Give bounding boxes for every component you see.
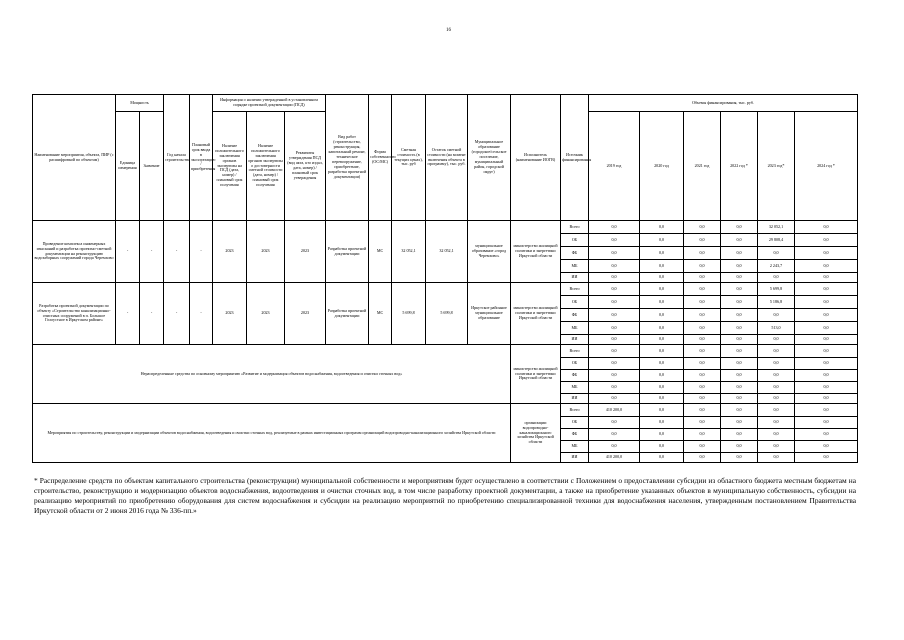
table-row xyxy=(33,345,858,358)
header-funding-volumes: Объемы финансирования, тыс. руб. xyxy=(589,95,858,112)
funding-value: 0,0 xyxy=(795,283,858,296)
row-start-year: - xyxy=(164,221,190,283)
row-name: Проведение комплекса инженерных изысканий и разработка проектно-сметной документации на реконструкцию водозаборных сооружений города Черемхово xyxy=(33,221,116,283)
funding-value: 0,0 xyxy=(589,234,640,247)
funding-source-label: ФБ xyxy=(561,370,589,382)
header-work-type: Вид работ (строительство, реконструкция, капитальный ремонт, техническое перевооружение, приобретение, разработка проектной документации) xyxy=(326,95,369,221)
funding-value: 0,0 xyxy=(589,394,640,404)
funding-value: 0,0 xyxy=(589,296,640,309)
row-estimated-cost: 32 052,1 xyxy=(392,221,426,283)
header-year-2019: 2019 год xyxy=(589,112,640,221)
header-psd-info: Информация о наличии утвержденной в установленном порядке проектной документации (ПСД) xyxy=(213,95,326,112)
funding-value: 2 243,7 xyxy=(758,260,795,273)
funding-value: 0,0 xyxy=(758,417,795,429)
funding-value: 0,0 xyxy=(589,221,640,234)
funding-value: 0,0 xyxy=(684,453,721,463)
funding-value: 0,0 xyxy=(640,273,684,283)
funding-value: 0,0 xyxy=(640,382,684,394)
funding-value: 0,0 xyxy=(758,335,795,345)
funding-value: 0,0 xyxy=(721,335,758,345)
funding-source-label: МБ xyxy=(561,382,589,394)
funding-value: 0,0 xyxy=(684,404,721,417)
header-municipality: Муниципальное образование (городское/сельское поселение, муниципальный район, городской округ) xyxy=(468,95,511,221)
row-psd-estimate: 2023 xyxy=(247,283,285,345)
funding-source-label: ОБ xyxy=(561,417,589,429)
row-municipality: Иркутское районное муниципальное образование xyxy=(468,283,511,345)
funding-value: 0,0 xyxy=(589,335,640,345)
row-remaining-cost: 5 699,8 xyxy=(426,283,468,345)
funding-value: 0,0 xyxy=(758,382,795,394)
funding-value: 0,0 xyxy=(795,273,858,283)
funding-value: 0,0 xyxy=(721,260,758,273)
funding-value: 0,0 xyxy=(721,370,758,382)
funding-source-label: ОБ xyxy=(561,296,589,309)
funding-value: 0,0 xyxy=(758,441,795,453)
funding-value: 0,0 xyxy=(640,234,684,247)
header-name: Наименование мероприятия, объекта, ПИР (с расшифровкой по объектам) xyxy=(33,95,116,221)
funding-value: 0,0 xyxy=(721,441,758,453)
funding-value: 0,0 xyxy=(589,417,640,429)
funding-value: 0,0 xyxy=(640,260,684,273)
funding-value: 0,0 xyxy=(758,370,795,382)
funding-value: 0,0 xyxy=(721,322,758,335)
funding-value: 0,0 xyxy=(795,345,858,358)
funding-value: 0,0 xyxy=(721,296,758,309)
funding-value: 0,0 xyxy=(640,453,684,463)
funding-value: 0,0 xyxy=(684,234,721,247)
header-year-2023: 2023 год* xyxy=(758,112,795,221)
row-ownership: МС xyxy=(369,283,392,345)
header-year-2024: 2024 год * xyxy=(795,112,858,221)
funding-value: 0,0 xyxy=(640,358,684,370)
header-remaining-cost: Остаток сметной стоимости (на момент включения объекта в программу), тыс. руб. xyxy=(426,95,468,221)
funding-value: 0,0 xyxy=(795,247,858,260)
row-planned-year: - xyxy=(190,283,213,345)
funding-value: 0,0 xyxy=(758,453,795,463)
funding-value: 0,0 xyxy=(721,221,758,234)
funding-value: 0,0 xyxy=(795,441,858,453)
header-year-2022: 2022 год * xyxy=(721,112,758,221)
row-name: Нераспределенные средства по основному мероприятию «Развитие и модернизация объектов водоснабжения, водоотведения и очистки сточных вод» xyxy=(33,345,511,404)
footnote: * Распределение средств по объектам капитального строительства (реконструкции) муниципальной собственности и мероприятиям будет осуществлено в соответствии с Положением о предоставлении субсидии из областного бюджета местным бюджетам на строительство, реконструкцию и модернизацию объектов водоснабжения, водоотведения и очистки сточных вод, в том числе разработку проектной документации, а также на приобретение указанных объектов в муниципальную собственность, субсидии на реализацию мероприятий по приобретению оборудования для систем водоснабжения и субсидии на реализацию мероприятий по приобретению специализированной техники для водоснабжения населения, утвержденным постановлением Правительства Иркутской области от 2 июня 2016 года № 336-пп.» xyxy=(34,476,856,515)
funding-value: 32 052,1 xyxy=(758,221,795,234)
funding-value: 0,0 xyxy=(795,260,858,273)
funding-value: 0,0 xyxy=(721,417,758,429)
funding-value: 0,0 xyxy=(721,345,758,358)
funding-value: 0,0 xyxy=(795,417,858,429)
funding-source-label: Всего xyxy=(561,283,589,296)
funding-value: 0,0 xyxy=(640,394,684,404)
header-ownership: Форма собственности (ОС/МС) xyxy=(369,95,392,221)
header-year-2020: 2020 год xyxy=(640,112,684,221)
funding-value: 0,0 xyxy=(721,394,758,404)
funding-value: 0,0 xyxy=(795,453,858,463)
financing-table xyxy=(32,94,858,463)
funding-value: 0,0 xyxy=(758,358,795,370)
funding-value: 0,0 xyxy=(640,441,684,453)
funding-value: 0,0 xyxy=(684,335,721,345)
funding-value: 0,0 xyxy=(684,322,721,335)
row-planned-year: - xyxy=(190,221,213,283)
row-remaining-cost: 32 052,1 xyxy=(426,221,468,283)
funding-value: 0,0 xyxy=(640,417,684,429)
funding-value: 0,0 xyxy=(795,394,858,404)
row-psd-approval: 2023 xyxy=(285,283,326,345)
funding-value: 0,0 xyxy=(721,283,758,296)
row-psd-estimate: 2023 xyxy=(247,221,285,283)
funding-value: 0,0 xyxy=(721,429,758,441)
funding-value: 0,0 xyxy=(684,260,721,273)
funding-value: 0,0 xyxy=(684,417,721,429)
funding-value: 0,0 xyxy=(589,441,640,453)
header-estimated-cost: Сметная стоимость (в текущих ценах), тыс. руб xyxy=(392,95,426,221)
funding-value: 410 200,0 xyxy=(589,404,640,417)
funding-value: 0,0 xyxy=(721,234,758,247)
funding-value: 0,0 xyxy=(795,309,858,322)
funding-value: 0,0 xyxy=(758,273,795,283)
funding-value: 0,0 xyxy=(721,247,758,260)
funding-value: 0,0 xyxy=(589,370,640,382)
row-name: Разработка проектной документации по объекту «Строительство канализационно-очистных сооружений в п. Большое Голоустное в Иркутском районе» xyxy=(33,283,116,345)
header-unit: Единица измерения xyxy=(116,112,140,221)
header-psd-expertise: Наличие положительного заключения органов экспертизы на ПСД (дата, номер) / плановый срок получения xyxy=(213,112,247,221)
funding-value: 0,0 xyxy=(589,273,640,283)
funding-value: 0,0 xyxy=(640,335,684,345)
header-year-2021: 2021 год xyxy=(684,112,721,221)
funding-value: 0,0 xyxy=(589,358,640,370)
row-unit: - xyxy=(116,221,140,283)
header-executor: Исполнитель (наименование ИОГВ) xyxy=(511,95,561,221)
funding-value: 0,0 xyxy=(758,345,795,358)
header-psd-estimate: Наличие положительного заключения органов экспертизы о достоверности сметной стоимости (дата, номер) / плановый срок получения xyxy=(247,112,285,221)
funding-value: 0,0 xyxy=(684,394,721,404)
funding-value: 0,0 xyxy=(589,429,640,441)
funding-value: 0,0 xyxy=(684,370,721,382)
funding-value: 0,0 xyxy=(758,404,795,417)
funding-source-label: Всего xyxy=(561,345,589,358)
funding-value: 0,0 xyxy=(589,382,640,394)
funding-source-label: Всего xyxy=(561,221,589,234)
funding-value: 0,0 xyxy=(640,429,684,441)
table-row xyxy=(33,221,858,234)
funding-value: 0,0 xyxy=(640,345,684,358)
funding-value: 0,0 xyxy=(795,221,858,234)
funding-source-label: МБ xyxy=(561,441,589,453)
row-start-year: - xyxy=(164,283,190,345)
funding-value: 410 200,0 xyxy=(589,453,640,463)
row-psd-expertise: 2023 xyxy=(213,221,247,283)
header-funding-source: Источник финансирования xyxy=(561,95,589,221)
funding-source-label: ОБ xyxy=(561,358,589,370)
funding-source-label: МБ xyxy=(561,260,589,273)
funding-source-label: ИИ xyxy=(561,335,589,345)
funding-value: 0,0 xyxy=(589,260,640,273)
funding-value: 0,0 xyxy=(684,247,721,260)
funding-value: 0,0 xyxy=(795,358,858,370)
funding-value: 0,0 xyxy=(684,283,721,296)
row-executor: министерство жилищной политики и энергетики Иркутской области xyxy=(511,221,561,283)
funding-value: 0,0 xyxy=(589,309,640,322)
funding-value: 0,0 xyxy=(758,247,795,260)
funding-value: 0,0 xyxy=(684,345,721,358)
funding-value: 513,0 xyxy=(758,322,795,335)
funding-value: 0,0 xyxy=(640,221,684,234)
funding-value: 0,0 xyxy=(640,283,684,296)
funding-source-label: ОБ xyxy=(561,234,589,247)
funding-value: 0,0 xyxy=(589,247,640,260)
row-executor: организации водопроводно-канализационного хозяйства Иркутской области xyxy=(511,404,561,463)
table-row xyxy=(33,283,858,296)
row-name: Мероприятия по строительству, реконструкции и модернизации объектов водоснабжения, водоотведения и очистки сточных вод, реализуемые в рамках инвестиционных программ организаций водопроводно-канализационного хозяйства Иркутской области xyxy=(33,404,511,463)
funding-value: 0,0 xyxy=(640,322,684,335)
funding-value: 0,0 xyxy=(640,370,684,382)
funding-value: 0,0 xyxy=(640,247,684,260)
row-executor: министерство жилищной политики и энергетики Иркутской области xyxy=(511,345,561,404)
funding-value: 0,0 xyxy=(684,441,721,453)
row-value: - xyxy=(140,221,164,283)
row-unit: - xyxy=(116,283,140,345)
funding-value: 0,0 xyxy=(684,221,721,234)
header-capacity: Мощность xyxy=(116,95,164,112)
funding-value: 0,0 xyxy=(795,234,858,247)
funding-source-label: МБ xyxy=(561,322,589,335)
funding-value: 0,0 xyxy=(684,273,721,283)
funding-value: 0,0 xyxy=(758,394,795,404)
funding-value: 0,0 xyxy=(684,296,721,309)
row-ownership: МС xyxy=(369,221,392,283)
funding-source-label: ФБ xyxy=(561,247,589,260)
funding-value: 0,0 xyxy=(684,358,721,370)
row-work-type: Разработка проектной документации xyxy=(326,221,369,283)
funding-value: 0,0 xyxy=(795,335,858,345)
funding-value: 0,0 xyxy=(721,273,758,283)
funding-value: 0,0 xyxy=(795,404,858,417)
funding-value: 5 186,8 xyxy=(758,296,795,309)
funding-value: 0,0 xyxy=(795,370,858,382)
header-start-year: Год начала строительства xyxy=(164,95,190,221)
header-value: Значение xyxy=(140,112,164,221)
funding-source-label: ИИ xyxy=(561,394,589,404)
funding-value: 0,0 xyxy=(758,429,795,441)
funding-value: 0,0 xyxy=(589,283,640,296)
funding-value: 0,0 xyxy=(795,382,858,394)
funding-value: 0,0 xyxy=(721,382,758,394)
funding-value: 0,0 xyxy=(721,453,758,463)
funding-value: 0,0 xyxy=(758,309,795,322)
funding-value: 29 808,4 xyxy=(758,234,795,247)
funding-source-label: ИИ xyxy=(561,273,589,283)
funding-value: 0,0 xyxy=(721,358,758,370)
funding-value: 0,0 xyxy=(721,309,758,322)
funding-source-label: ФБ xyxy=(561,309,589,322)
funding-value: 0,0 xyxy=(684,429,721,441)
funding-value: 0,0 xyxy=(589,345,640,358)
funding-source-label: ФБ xyxy=(561,429,589,441)
page-number: 16 xyxy=(446,28,451,33)
funding-value: 0,0 xyxy=(795,296,858,309)
funding-source-label: ИИ xyxy=(561,453,589,463)
row-estimated-cost: 5 699,8 xyxy=(392,283,426,345)
funding-value: 0,0 xyxy=(795,322,858,335)
funding-value: 0,0 xyxy=(721,404,758,417)
funding-value: 5 699,8 xyxy=(758,283,795,296)
header-planned-year: Плановый срок ввода в эксплуатацию / приобретения xyxy=(190,95,213,221)
table-row xyxy=(33,404,858,417)
row-work-type: Разработка проектной документации xyxy=(326,283,369,345)
header-psd-approval: Реквизиты утверждения ПСД (вид акта, кто издал, дата, номер) / плановый срок утверждения xyxy=(285,112,326,221)
funding-value: 0,0 xyxy=(640,296,684,309)
row-psd-expertise: 2023 xyxy=(213,283,247,345)
funding-value: 0,0 xyxy=(684,309,721,322)
funding-source-label: Всего xyxy=(561,404,589,417)
funding-value: 0,0 xyxy=(684,382,721,394)
funding-value: 0,0 xyxy=(795,429,858,441)
funding-value: 0,0 xyxy=(640,309,684,322)
row-executor: министерство жилищной политики и энергетики Иркутской области xyxy=(511,283,561,345)
row-municipality: муниципальное образование «город Черемхово» xyxy=(468,221,511,283)
funding-value: 0,0 xyxy=(589,322,640,335)
funding-value: 0,0 xyxy=(640,404,684,417)
row-psd-approval: 2023 xyxy=(285,221,326,283)
row-value: - xyxy=(140,283,164,345)
